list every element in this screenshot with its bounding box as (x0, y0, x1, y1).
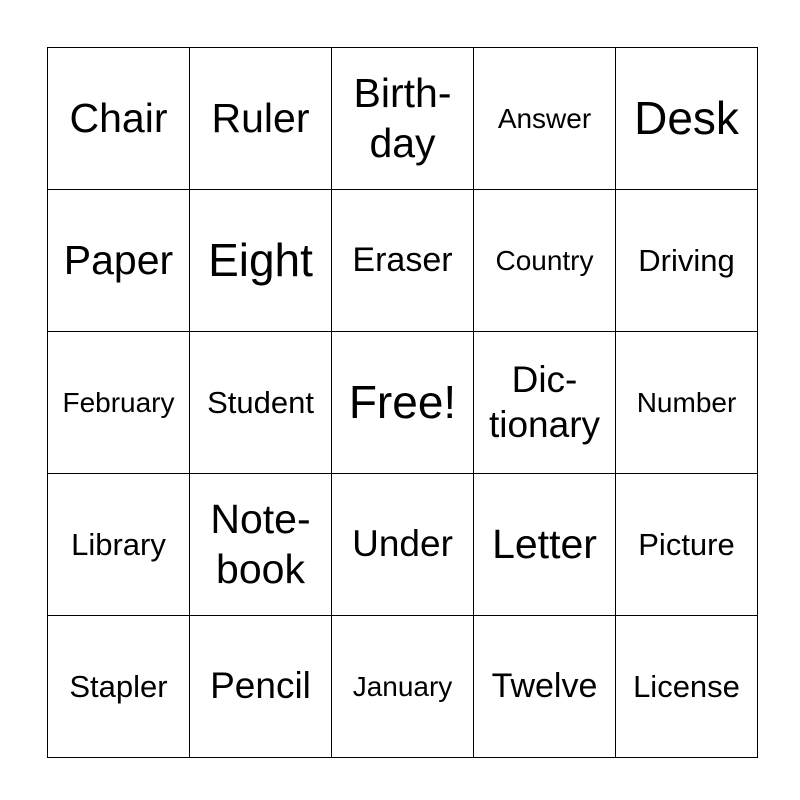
free-space[interactable] (332, 332, 474, 474)
cell-word: Paper (63, 236, 174, 283)
cell-word: Student (207, 384, 314, 420)
cell-word: Dic- tionary (488, 359, 601, 445)
bingo-row (48, 332, 758, 474)
bingo-cell[interactable] (190, 48, 332, 190)
cell-word: Number (636, 386, 737, 418)
cell-word: Twelve (491, 667, 598, 706)
bingo-cell[interactable] (332, 474, 474, 616)
bingo-cell[interactable] (332, 48, 474, 190)
cell-word: Desk (634, 91, 739, 144)
bingo-cell[interactable] (190, 190, 332, 332)
bingo-cell[interactable] (474, 48, 616, 190)
cell-word: Library (71, 526, 166, 562)
cell-word: Driving (638, 242, 735, 278)
cell-word: Note- book (210, 496, 311, 592)
cell-word: License (633, 668, 740, 704)
bingo-cell[interactable] (332, 616, 474, 758)
bingo-cell[interactable] (48, 616, 190, 758)
cell-word: Pencil (210, 665, 311, 707)
cell-word: February (62, 386, 175, 418)
bingo-row (48, 48, 758, 190)
cell-word: Eight (208, 233, 313, 286)
cell-word: Stapler (69, 668, 168, 704)
bingo-card (47, 47, 758, 758)
bingo-cell[interactable] (616, 48, 758, 190)
bingo-cell[interactable] (48, 474, 190, 616)
bingo-cell[interactable] (190, 616, 332, 758)
bingo-cell[interactable] (474, 190, 616, 332)
free-space-label: Free! (348, 375, 457, 428)
cell-word: Picture (638, 526, 735, 562)
bingo-cell[interactable] (48, 332, 190, 474)
bingo-cell[interactable] (48, 48, 190, 190)
bingo-cell[interactable] (616, 616, 758, 758)
bingo-cell[interactable] (474, 332, 616, 474)
bingo-cell[interactable] (616, 190, 758, 332)
cell-word: Letter (492, 520, 597, 567)
bingo-cell[interactable] (190, 474, 332, 616)
cell-word: Eraser (352, 241, 453, 280)
cell-word: Under (352, 523, 453, 565)
bingo-cell[interactable] (474, 474, 616, 616)
bingo-cell[interactable] (190, 332, 332, 474)
cell-word: Answer (497, 102, 592, 134)
bingo-row (48, 474, 758, 616)
bingo-cell[interactable] (48, 190, 190, 332)
bingo-row (48, 616, 758, 758)
cell-word: Birth- day (353, 70, 452, 166)
bingo-row (48, 190, 758, 332)
cell-word: Country (495, 244, 594, 276)
bingo-cell[interactable] (332, 190, 474, 332)
bingo-cell[interactable] (616, 474, 758, 616)
bingo-cell[interactable] (474, 616, 616, 758)
cell-word: Ruler (211, 94, 310, 141)
cell-word: Chair (69, 94, 168, 141)
bingo-cell[interactable] (616, 332, 758, 474)
cell-word: January (352, 670, 453, 702)
